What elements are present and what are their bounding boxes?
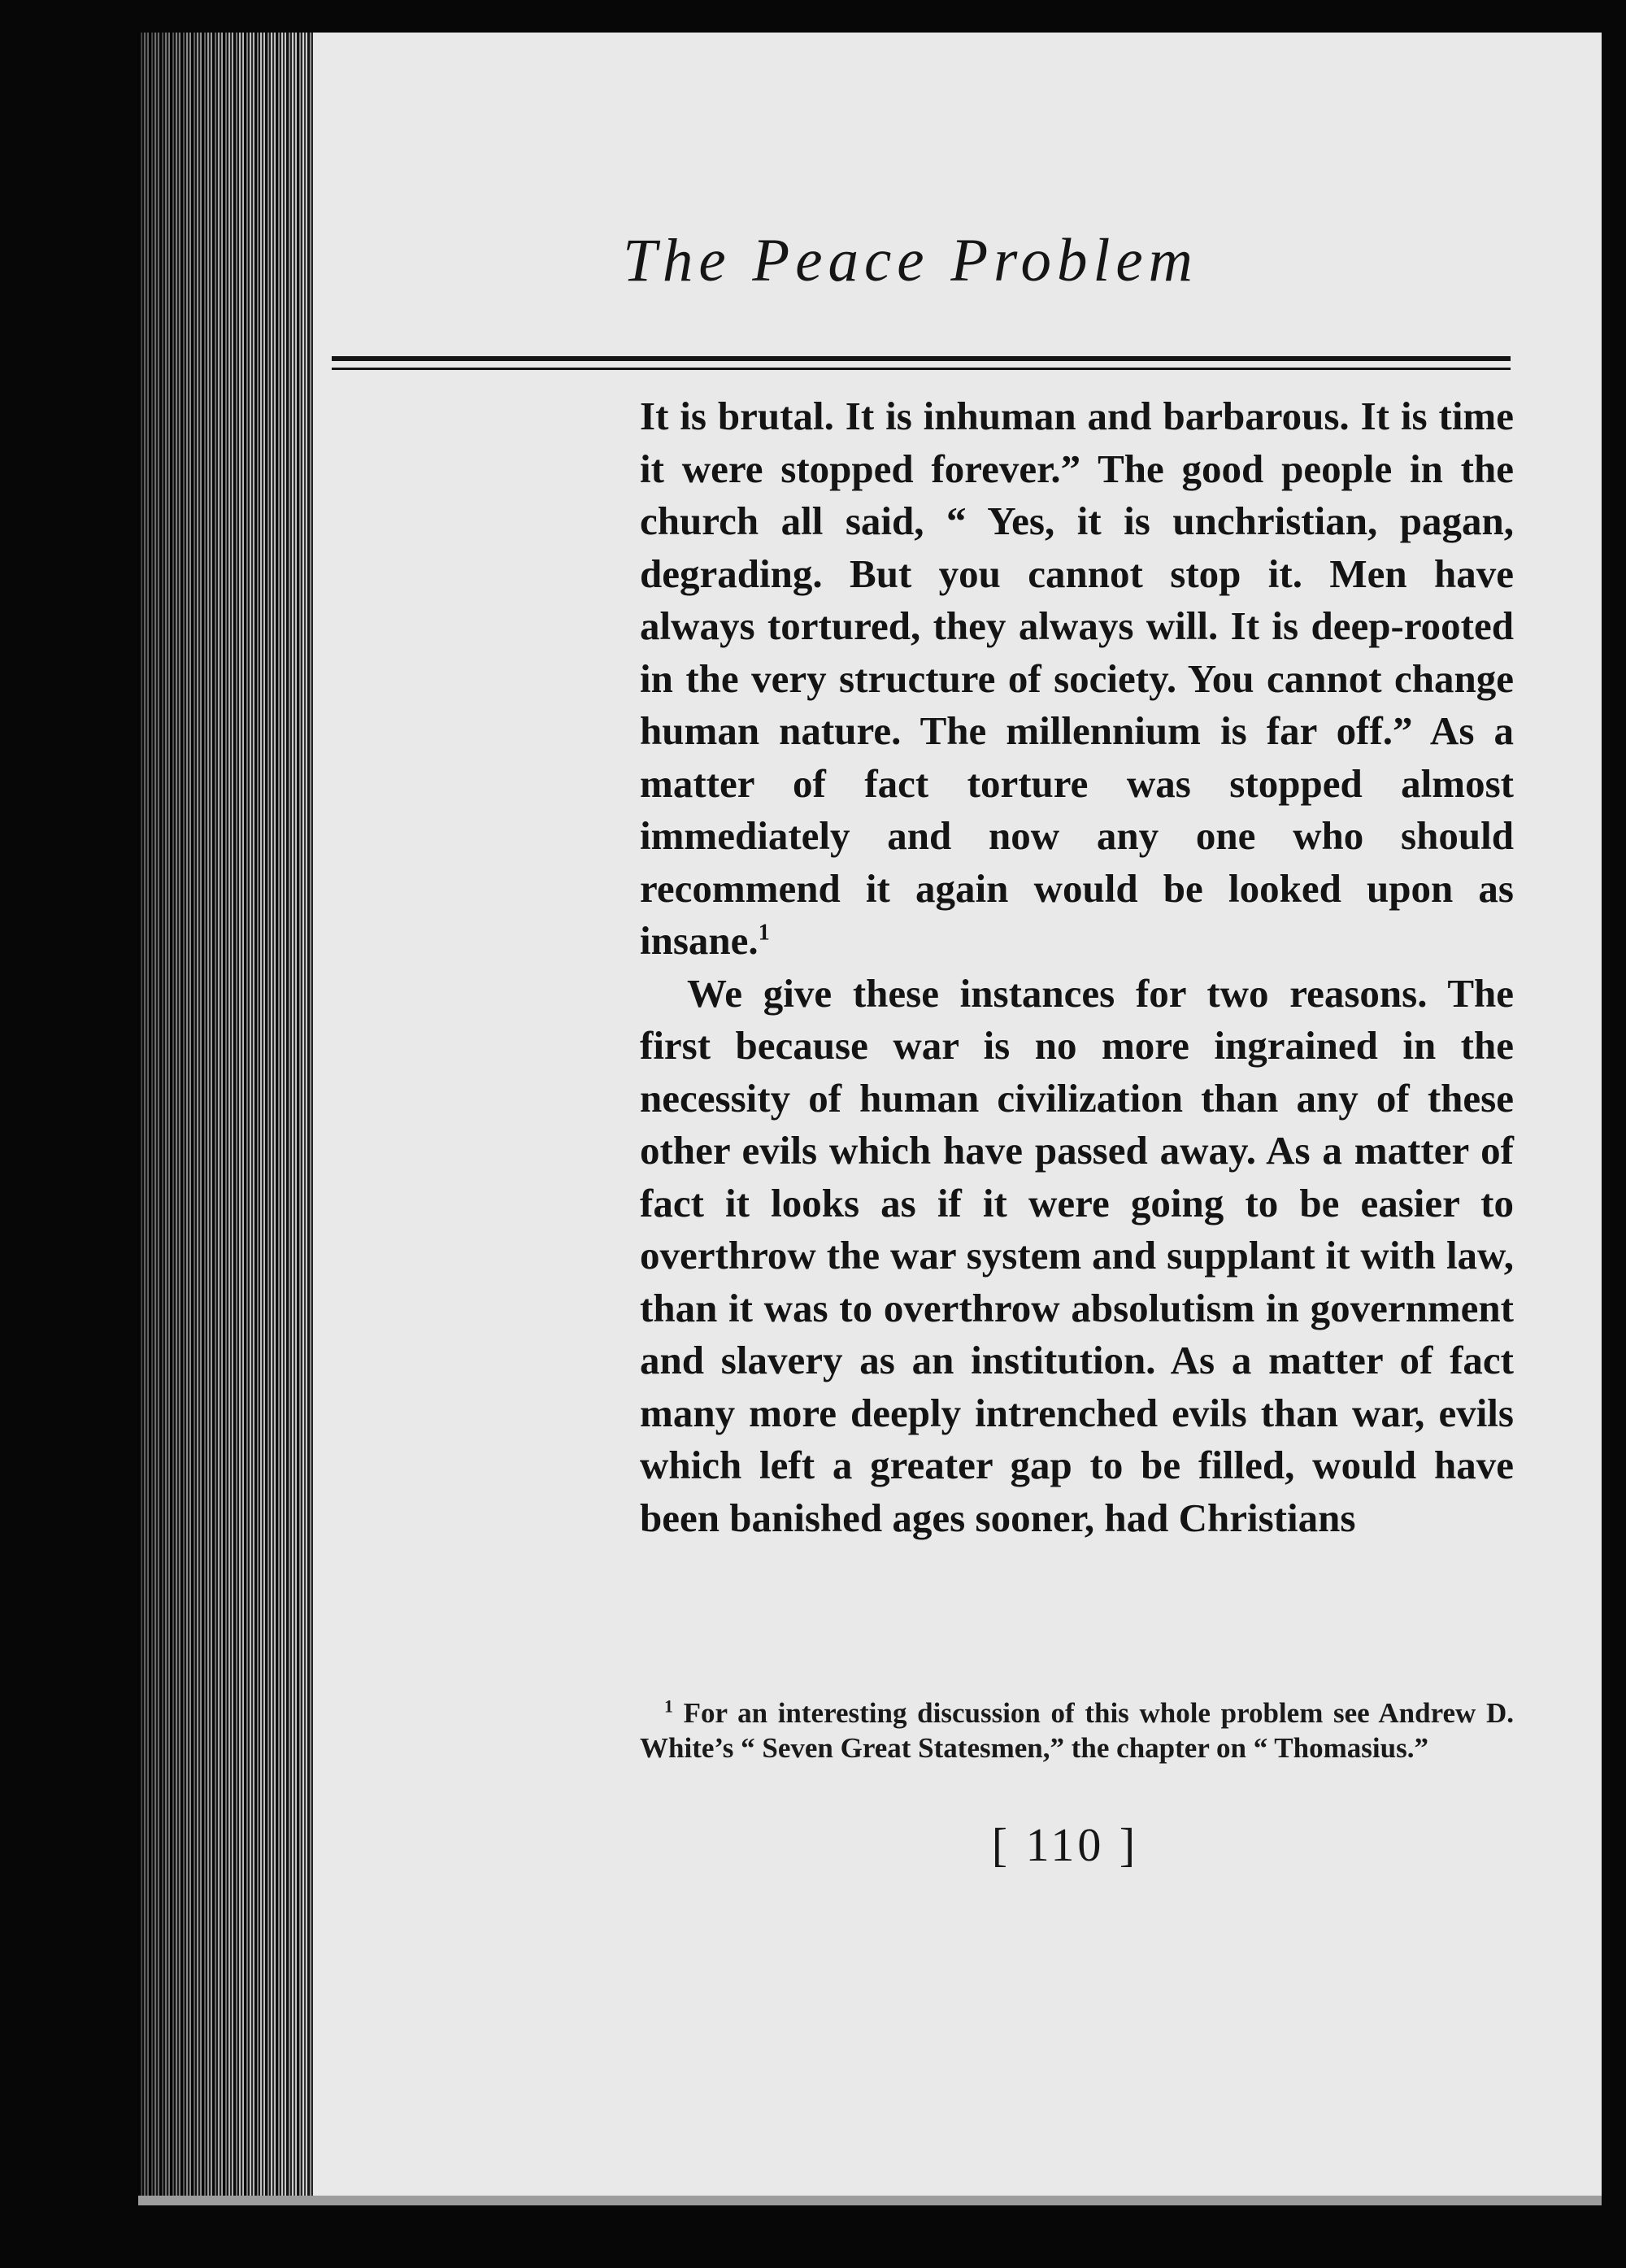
footnote-marker: 1 [664, 1696, 673, 1717]
body-text [640, 390, 1514, 1544]
header-rule [332, 356, 1511, 361]
page-bottom-edge [138, 2196, 1602, 2205]
footnote [640, 1696, 1514, 1765]
paragraph-text: It is brutal. It is inhuman and barbarous. It is time it were stopped forever.” The good people in the church all said, “ Yes, it is unchristian, pagan, degrading. But you cannot stop it. Men have always tortured, they always will. It is deep-rooted in the very structure of society. You cannot change human nature. The millennium is far off.” As a matter of fact torture was stopped almost immediately and now any one who should recommend it again would be looked upon as insane. [640, 394, 1514, 963]
paragraph: We give these instances for two reasons. The first because war is no more ingrained in the necessity of human civilization than any of these other evils which have passed away. As a matter of fact it looks as if it were going to be easier to overthrow the war system and supplant it with law, than it was to overthrow absolutism in government and slavery as an institution. As a matter of fact many more deeply intrenched evils than war, evils which left a greater gap to be filled, would have been banished ages sooner, had Christians [640, 970, 1514, 1540]
footnote-text: For an interesting discussion of this whole problem see Andrew D. White’s “ Seven Great Statesmen,” the chapter on “ Thomasius.” [640, 1697, 1515, 1764]
page-number: [ 110 ] [991, 1818, 1139, 1871]
running-head: The Peace Problem [623, 227, 1198, 294]
paragraph [640, 390, 1514, 968]
header-rule-thin [332, 368, 1511, 370]
page-edges [138, 33, 313, 2205]
footnote-reference: 1 [758, 920, 770, 946]
